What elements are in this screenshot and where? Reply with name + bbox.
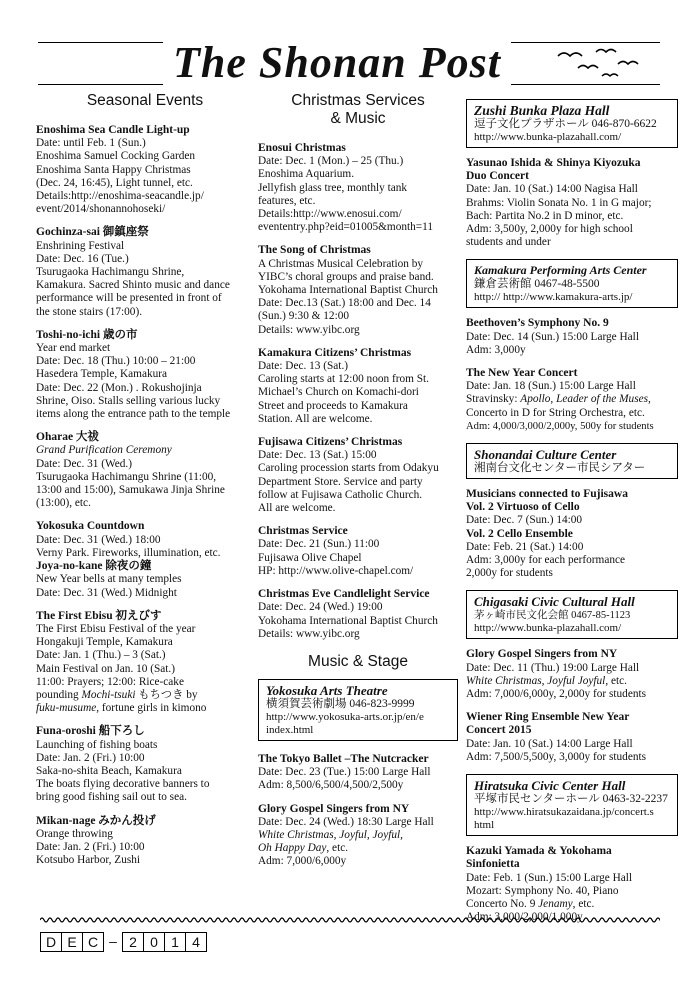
event-line: Jellyfish glass tree, monthly tank <box>258 181 408 194</box>
event-line: Date: Dec.13 (Sat.) 18:00 and Dec. 14 <box>258 297 431 310</box>
event-line: White Christmas, Joyful, Joyful, <box>258 828 403 841</box>
event-line: Yokohama International Baptist Church <box>258 614 438 627</box>
event-title: Oharae 大祓 <box>36 431 99 444</box>
event-line: Adm: 7,000/6,000y, 2,000y for students <box>466 688 647 701</box>
event-title: Musicians connected to Fujisawa <box>466 488 628 501</box>
event-line: Michael’s Church on Komachi-dori <box>258 386 419 399</box>
event-title: Concert 2015 <box>466 724 532 737</box>
venue-box <box>466 443 678 479</box>
text-run: White Christmas, Joyful Joyful <box>466 674 606 687</box>
venue-box <box>466 259 678 308</box>
event-line: Date: Feb. 21 (Sat.) 14:00 <box>466 540 584 553</box>
event-line: Year end market <box>36 342 111 355</box>
event-line: Enoshima Samuel Cocking Garden <box>36 150 196 163</box>
event-line: Date: Dec. 24 (Wed.) 18:30 Large Hall <box>258 815 434 828</box>
event-line: items along the entrance path to the temple <box>36 408 231 421</box>
event-line: Date: until Feb. 1 (Sun.) <box>36 137 146 150</box>
event-title: The First Ebisu 初えびす <box>36 609 162 622</box>
event-title: Yasunao Ishida & Shinya Kiyozuka <box>466 157 641 169</box>
event-title: The Song of Christmas <box>258 244 371 257</box>
date-char: D <box>40 932 62 952</box>
venue-contact: 逗子文化プラザホール 046-870-6622 <box>474 118 657 130</box>
event-line <box>36 689 254 702</box>
issue-date <box>40 932 206 952</box>
section-heading <box>258 92 458 128</box>
event-item <box>36 329 254 421</box>
event-item <box>36 226 254 318</box>
event-title: Toshi-no-ichi 歳の市 <box>36 328 138 341</box>
event-line: Hasedera Temple, Kamakura <box>36 368 168 381</box>
event-line: Date: Feb. 1 (Sun.) 15:00 Large Hall <box>466 871 633 884</box>
text-run: Concerto No. 9 <box>466 897 539 910</box>
venue-link[interactable]: http://www.hiratsukazaidana.jp/concert.s <box>474 806 654 819</box>
event-line: Caroling procession starts from Odakyu <box>258 462 439 475</box>
event-line: (Sun.) 9:30 & 12:00 <box>258 310 350 323</box>
venue-link[interactable]: http://www.bunka-plazahall.com/ <box>474 131 622 143</box>
event-line: 11:00: Prayers; 12:00: Rice-cake <box>36 675 184 688</box>
event-item <box>258 588 458 641</box>
venue-name: Hiratsuka Civic Center Hall <box>474 778 626 794</box>
event-item <box>466 648 678 701</box>
event-line: Date: Dec. 21 (Sun.) 11:00 <box>258 538 380 551</box>
text-run: pounding <box>36 688 82 701</box>
section-heading: Music & Stage <box>308 652 408 670</box>
event-line: bring good fishing sail out to sea. <box>36 791 187 804</box>
venue-link[interactable]: http://www.bunka-plazahall.com/ <box>474 622 622 635</box>
venue-link[interactable]: index.html <box>266 723 314 736</box>
event-line: 13:00 and 15:00), Samukawa Jinja Shrine <box>36 484 225 497</box>
event-title: The Tokyo Ballet –The Nutcracker <box>258 752 429 765</box>
event-link[interactable]: Details:http://www.enosui.com/ <box>258 208 402 221</box>
event-title: Christmas Service <box>258 525 348 538</box>
event-line: (13:00), etc. <box>36 497 91 510</box>
event-item <box>258 803 458 869</box>
event-line: students and under <box>466 236 551 249</box>
event-line: Department Store. Service and party <box>258 475 423 488</box>
date-char: 0 <box>143 932 165 952</box>
event-line <box>466 675 678 688</box>
event-line: All are welcome. <box>258 502 336 515</box>
event-title: Kamakura Citizens’ Christmas <box>258 346 412 359</box>
event-line: Date: Jan. 2 (Fri.) 10:00 <box>36 840 145 853</box>
event-item <box>258 525 458 578</box>
venue-link[interactable]: http:// http://www.kamakura-arts.jp/ <box>474 291 633 304</box>
event-line: Bach: Partita No.2 in D minor, etc. <box>466 209 624 222</box>
event-item <box>36 610 254 716</box>
event-line: Date: Jan. 18 (Sun.) 15:00 Large Hall <box>466 380 636 393</box>
event-line: Date: Dec. 1 (Mon.) – 25 (Thu.) <box>258 155 404 168</box>
event-title: Duo Concert <box>466 170 529 183</box>
date-char: E <box>61 932 83 952</box>
event-line: Date: Dec. 22 (Mon.) . Rokushojinja <box>36 381 202 394</box>
date-char: 1 <box>164 932 186 952</box>
event-title: Sinfonietta <box>466 858 520 871</box>
event-line: 2,000y for students <box>466 567 553 580</box>
event-title: Fujisawa Citizens’ Christmas <box>258 436 403 449</box>
event-title: Vol. 2 Virtuoso of Cello <box>466 501 580 514</box>
event-line: A Christmas Musical Celebration by <box>258 257 424 270</box>
venue-name: Zushi Bunka Plaza Hall <box>474 103 610 118</box>
event-line: Station. All are welcome. <box>258 412 373 425</box>
newspaper-title: The Shonan Post <box>163 38 511 88</box>
event-line: follow at Fujisawa Catholic Church. <box>258 488 423 501</box>
event-line: Saka-no-shita Beach, Kamakura <box>36 764 182 777</box>
event-item <box>466 367 678 433</box>
section-heading: Seasonal Events <box>86 92 204 109</box>
seasonal-events-column <box>36 92 254 877</box>
event-line: Concerto in D for String Orchestra, etc. <box>466 406 645 419</box>
venue-name: Chigasaki Civic Cultural Hall <box>474 594 635 610</box>
event-link[interactable]: Details: www.yibc.org <box>258 323 360 336</box>
text-run: Oh Happy Day <box>258 842 327 855</box>
event-title: Vol. 2 Cello Ensemble <box>466 527 573 540</box>
date-char: 2 <box>122 932 144 952</box>
event-subtitle: Grand Purification Ceremony <box>36 444 172 457</box>
event-line: Adm: 7,500/5,500y, 3,000y for students <box>466 750 647 763</box>
event-title: Enosui Christmas <box>258 142 346 154</box>
event-line: Launching of fishing boats <box>36 738 158 751</box>
event-line: (Dec. 24, 16:45), Light tunnel, etc. <box>36 176 193 189</box>
venue-contact: 茅ヶ崎市民文化会館 0467-85-1123 <box>474 610 631 622</box>
event-item <box>466 317 678 357</box>
event-item <box>258 436 458 515</box>
venue-contact: 平塚市民センターホール 0463-32-2237 <box>474 793 668 806</box>
event-line <box>258 842 458 855</box>
venue-name: Kamakura Performing Arts Center <box>474 263 647 278</box>
event-item <box>36 124 254 216</box>
event-line: Adm: 7,000/6,000y <box>258 855 347 868</box>
text-run: , etc. <box>572 897 595 910</box>
event-line: Date: Dec. 16 (Tue.) <box>36 252 129 265</box>
event-title: Glory Gospel Singers from NY <box>466 648 618 661</box>
event-line: Adm: 4,000/3,000/2,000y, 500y for students <box>466 420 654 432</box>
event-item <box>258 244 458 336</box>
venue-contact: 湘南台文化センター市民シアター <box>474 462 646 475</box>
event-item <box>258 347 458 426</box>
text-run: fuku-musume <box>36 702 97 715</box>
event-line <box>466 393 678 406</box>
event-line: The boats flying decorative banners to <box>36 778 210 791</box>
text-run: Stravinsky: <box>466 393 521 406</box>
event-item <box>466 488 678 580</box>
event-line: Date: Dec. 13 (Sat.) <box>258 360 349 373</box>
event-line: Brahms: Violin Sonata No. 1 in G major; <box>466 196 652 209</box>
event-link[interactable]: evententry.php?eid=01005&month=11 <box>258 221 434 234</box>
venue-box <box>466 774 678 836</box>
event-title: Beethoven’s Symphony No. 9 <box>466 317 609 330</box>
event-line <box>36 702 254 715</box>
footer-wave-divider <box>40 915 660 925</box>
event-line: Date: Dec. 14 (Sun.) 15:00 Large Hall <box>466 330 639 343</box>
event-line: Adm: 3,000y for each performance <box>466 554 626 567</box>
event-line: performance will be presented in front of <box>36 292 222 305</box>
event-line: New Year bells at many temples <box>36 573 182 586</box>
text-run: , fortune girls in kimono <box>96 702 207 715</box>
event-item <box>466 711 678 764</box>
event-line: Date: Dec. 31 (Wed.) 18:00 <box>36 533 161 546</box>
event-title: Wiener Ring Ensemble New Year <box>466 711 630 724</box>
event-title: Christmas Eve Candlelight Service <box>258 588 430 601</box>
christmas-music-column <box>258 92 458 879</box>
event-line: Date: Dec. 31 (Wed.) Midnight <box>36 586 177 599</box>
event-line: Date: Jan. 1 (Thu.) – 3 (Sat.) <box>36 649 166 662</box>
event-title: Glory Gospel Singers from NY <box>258 802 410 815</box>
event-line: Date: Jan. 10 (Sat.) 14:00 Large Hall <box>466 737 633 750</box>
venue-box <box>466 99 678 148</box>
event-line: Date: Dec. 7 (Sun.) 14:00 <box>466 514 583 527</box>
venue-box <box>466 590 678 639</box>
event-link[interactable]: event/2014/shonannohoseki/ <box>36 203 166 216</box>
event-line: Fujisawa Olive Chapel <box>258 551 362 564</box>
venue-link[interactable]: html <box>474 819 495 832</box>
venue-link[interactable]: http://www.yokosuka-arts.or.jp/en/e <box>266 710 424 723</box>
heading-line: & Music <box>330 110 386 127</box>
event-line: Hongakuji Temple, Kamakura <box>36 636 173 649</box>
text-run: Apollo, Leader of the Muses, <box>520 393 651 406</box>
event-title: Funa-oroshi 船下ろし <box>36 725 145 738</box>
event-line: the stone stairs (17:00). <box>36 305 143 318</box>
event-line: Date: Dec. 23 (Tue.) 15:00 Large Hall <box>258 766 431 779</box>
event-line: Caroling starts at 12:00 noon from St. <box>258 373 430 386</box>
event-item <box>36 431 254 510</box>
event-line: Enoshima Aquarium. <box>258 168 355 181</box>
event-item <box>36 560 254 600</box>
event-line: The First Ebisu Festival of the year <box>36 622 196 635</box>
event-line: Adm: 3,000/2,000/1,000y <box>466 911 583 924</box>
event-item <box>36 815 254 868</box>
seagulls-icon <box>548 48 648 82</box>
event-link[interactable]: Details: www.yibc.org <box>258 627 360 640</box>
event-line: Date: Dec. 11 (Thu.) 19:00 Large Hall <box>466 661 640 674</box>
event-line: Tsurugaoka Hachimangu Shrine, <box>36 266 185 279</box>
event-title: The New Year Concert <box>466 367 578 380</box>
event-item <box>36 520 254 560</box>
event-title: Yokosuka Countdown <box>36 520 145 533</box>
event-line: Enoshima Santa Happy Christmas <box>36 163 191 176</box>
text-run: , etc. <box>605 674 627 687</box>
event-item <box>466 157 678 249</box>
event-line: Kamakura. Sacred Shinto music and dance <box>36 279 230 292</box>
event-line: Enshrining Festival <box>36 239 125 252</box>
heading-line: Christmas Services <box>291 92 425 109</box>
event-line: Date: Dec. 24 (Wed.) 19:00 <box>258 601 383 614</box>
event-line: features, etc. <box>258 194 316 207</box>
event-line: Main Festival on Jan. 10 (Sat.) <box>36 662 175 675</box>
text-run: , etc. <box>326 842 349 855</box>
event-item <box>466 845 678 924</box>
text-run: Jenamy <box>538 897 573 910</box>
event-line: Date: Dec. 13 (Sat.) 15:00 <box>258 449 377 462</box>
event-item <box>36 725 254 804</box>
event-line: Date: Dec. 18 (Thu.) 10:00 – 21:00 <box>36 355 196 368</box>
event-link[interactable]: Details:http://enoshima-seacandle.jp/ <box>36 190 204 203</box>
event-title: Kazuki Yamada & Yokohama <box>466 845 612 858</box>
event-line: Adm: 3,500y, 2,000y for high school <box>466 223 633 236</box>
event-line: Adm: 8,500/6,500/4,500/2,500y <box>258 779 404 792</box>
event-title: Enoshima Sea Candle Light-up <box>36 124 190 136</box>
event-line <box>466 898 678 911</box>
venue-name: Shonandai Culture Center <box>474 447 617 463</box>
event-line: Date: Jan. 10 (Sat.) 14:00 Nagisa Hall <box>466 183 638 196</box>
venue-contact: 鎌倉芸術館 0467-48-5500 <box>474 278 600 291</box>
event-line: Kotsubo Harbor, Zushi <box>36 854 141 867</box>
text-run: Mochi-tsuki <box>81 688 136 701</box>
event-line: Date: Jan. 2 (Fri.) 10:00 <box>36 751 145 764</box>
event-line: Verny Park. Fireworks, illumination, etc. <box>36 546 221 559</box>
event-line: Tsurugaoka Hachimangu Shrine (11:00, <box>36 470 217 483</box>
event-title: Joya-no-kane 除夜の鐘 <box>36 560 152 573</box>
event-line: YIBC’s choral groups and praise band. <box>258 270 434 283</box>
venue-contact: 横須賀芸術劇場 046-823-9999 <box>266 697 415 710</box>
event-link[interactable]: HP: http://www.olive-chapel.com/ <box>258 564 414 577</box>
event-line: Shrine, Oiso. Stalls selling various lucky <box>36 394 221 407</box>
date-char: 4 <box>185 932 207 952</box>
event-line: Mozart: Symphony No. 40, Piano <box>466 884 619 897</box>
venues-column <box>466 99 678 934</box>
date-char: C <box>82 932 104 952</box>
event-title: Mikan-nage みかん投げ <box>36 814 156 827</box>
event-line: Date: Dec. 31 (Wed.) <box>36 457 133 470</box>
event-line: Street and proceeds to Kamakura <box>258 399 408 412</box>
event-line: Orange throwing <box>36 827 113 840</box>
text-run: もちつき by <box>135 688 198 701</box>
date-char: – <box>109 933 117 949</box>
event-line: Yokohama International Baptist Church <box>258 284 438 297</box>
event-item <box>258 142 458 234</box>
event-line: Adm: 3,000y <box>466 343 526 356</box>
event-item <box>258 753 458 793</box>
venue-name: Yokosuka Arts Theatre <box>266 682 388 698</box>
event-title: Gochinza-sai 御鎮座祭 <box>36 226 149 239</box>
venue-box <box>258 679 458 741</box>
